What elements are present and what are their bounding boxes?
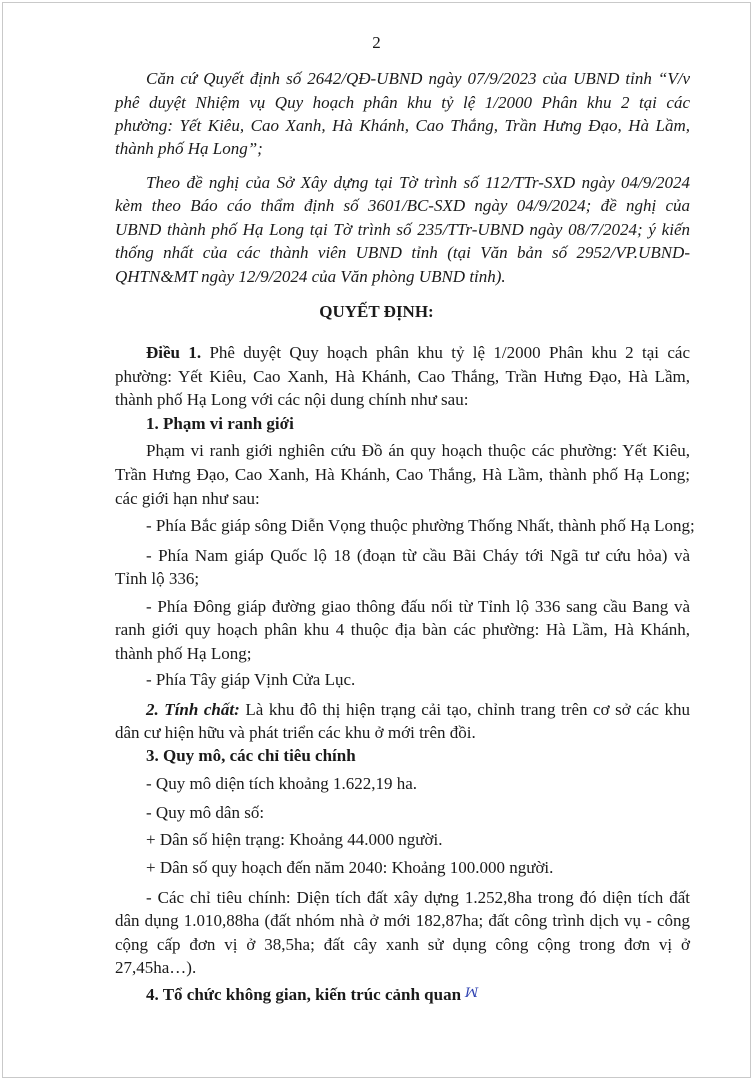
initial-mark-icon: ꟽ bbox=[465, 985, 479, 1000]
preamble-1-line-1: Căn cứ Quyết định số 2642/QĐ-UBND ngày 07/9/2023 của UBND tỉnh “V/v bbox=[146, 69, 690, 88]
indicators-line-4: 27,45ha…). bbox=[115, 958, 197, 977]
boundary-north: - Phía Bắc giáp sông Diễn Vọng thuộc phường Thống Nhất, thành phố Hạ Long; bbox=[146, 516, 695, 535]
boundary-east-line-3: thành phố Hạ Long; bbox=[115, 644, 252, 663]
preamble-1-line-4: thành phố Hạ Long”; bbox=[115, 139, 263, 158]
section-2-line-2: dân cư hiện hữu và phát triển các khu ở mới trên đồi. bbox=[115, 723, 476, 742]
section-2-text: Là khu đô thị hiện trạng cải tạo, chỉnh trang trên cơ sở các khu bbox=[239, 700, 691, 719]
indicators-line-2: dân dụng 1.010,88ha (đất nhóm nhà ở mới 182,87ha; đất công trình dịch vụ - công bbox=[115, 911, 690, 930]
article-1-line-3: thành phố Hạ Long với các nội dung chính như sau: bbox=[115, 390, 469, 409]
section-4-title-text: 4. Tổ chức không gian, kiến trúc cảnh quan bbox=[146, 985, 462, 1004]
boundary-west: - Phía Tây giáp Vịnh Cửa Lục. bbox=[146, 670, 356, 689]
indicators-line-3: cộng cấp đơn vị ở 38,5ha; đất cây xanh sử dụng công cộng trong đơn vị ở bbox=[115, 935, 690, 954]
section-2-line-1 bbox=[146, 700, 690, 720]
preamble-2-line-5: QHTN&MT ngày 12/9/2024 của Văn phòng UBND tỉnh). bbox=[115, 267, 506, 286]
boundary-east-line-2: ranh giới quy hoạch phân khu 4 thuộc địa bàn các phường: Hà Lầm, Hà Khánh, bbox=[115, 620, 690, 639]
boundary-south-line-2: Tỉnh lộ 336; bbox=[115, 569, 200, 588]
preamble-1-line-2: phê duyệt Nhiệm vụ Quy hoạch phân khu tỷ lệ 1/2000 Phân khu 2 tại các bbox=[115, 93, 690, 112]
preamble-2-line-4: thống nhất của các thành viên UBND tỉnh (tại Văn bản số 2952/VP.UBND- bbox=[115, 243, 690, 262]
article-1-label: Điều 1. bbox=[146, 343, 202, 362]
section-1-intro-line-2: Trần Hưng Đạo, Cao Xanh, Hà Khánh, Cao Thắng, Hà Lầm, thành phố Hạ Long; bbox=[115, 465, 690, 484]
preamble-2-line-3: UBND thành phố Hạ Long tại Tờ trình số 235/TTr-UBND ngày 08/7/2024; ý kiến bbox=[115, 220, 690, 239]
article-1-text: Phê duyệt Quy hoạch phân khu tỷ lệ 1/2000 Phân khu 2 tại các bbox=[201, 343, 691, 362]
scale-population-label: - Quy mô dân số: bbox=[146, 803, 265, 822]
section-2-label: 2. Tính chất: bbox=[146, 700, 240, 719]
article-1-line-1 bbox=[146, 343, 690, 363]
scale-area: - Quy mô diện tích khoảng 1.622,19 ha. bbox=[146, 774, 418, 793]
boundary-south-line-1: - Phía Nam giáp Quốc lộ 18 (đoạn từ cầu Bãi Cháy tới Ngã tư cứu hỏa) và bbox=[146, 546, 690, 565]
section-1-intro-line-3: các giới hạn như sau: bbox=[115, 489, 260, 508]
section-4-title bbox=[146, 985, 478, 1006]
indicators-line-1: - Các chỉ tiêu chính: Diện tích đất xây dựng 1.252,8ha trong đó diện tích đất bbox=[146, 888, 690, 907]
preamble-2-line-2: kèm theo Báo cáo thẩm định số 3601/BC-SXD ngày 04/9/2024; đề nghị của bbox=[115, 196, 690, 215]
preamble-1-line-3: phường: Yết Kiêu, Cao Xanh, Hà Khánh, Cao Thắng, Trần Hưng Đạo, Hà Lầm, bbox=[115, 116, 690, 135]
section-1-title: 1. Phạm vi ranh giới bbox=[146, 414, 294, 433]
section-3-title: 3. Quy mô, các chỉ tiêu chính bbox=[146, 746, 356, 765]
page-number: 2 bbox=[372, 33, 381, 52]
section-1-intro-line-1: Phạm vi ranh giới nghiên cứu Đồ án quy hoạch thuộc các phường: Yết Kiêu, bbox=[146, 441, 690, 460]
population-current: + Dân số hiện trạng: Khoảng 44.000 người. bbox=[146, 830, 443, 849]
decision-heading: QUYẾT ĐỊNH: bbox=[319, 302, 434, 321]
preamble-2-line-1: Theo đề nghị của Sở Xây dựng tại Tờ trình số 112/TTr-SXD ngày 04/9/2024 bbox=[146, 173, 690, 192]
article-1-line-2: phường: Yết Kiêu, Cao Xanh, Hà Khánh, Cao Thắng, Trần Hưng Đạo, Hà Lầm, bbox=[115, 367, 690, 386]
boundary-east-line-1: - Phía Đông giáp đường giao thông đấu nối từ Tỉnh lộ 336 sang cầu Bang và bbox=[146, 597, 690, 616]
population-planned: + Dân số quy hoạch đến năm 2040: Khoảng 100.000 người. bbox=[146, 858, 554, 877]
